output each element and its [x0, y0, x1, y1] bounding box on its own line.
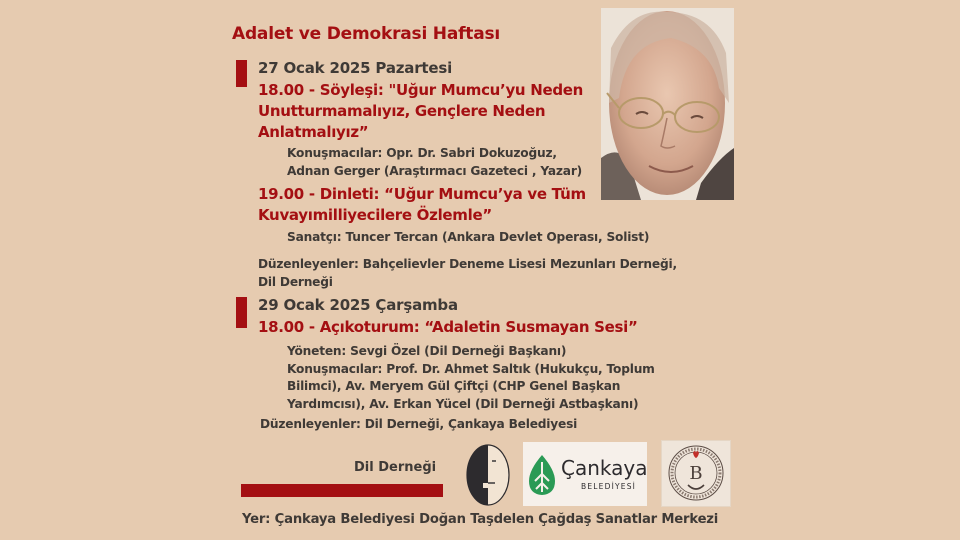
speakers-line: Bilimci), Av. Meryem Gül Çiftçi (CHP Genel Başkan: [287, 379, 621, 393]
portrait-illustration: [601, 8, 734, 200]
day-2-event-1-details: [287, 343, 695, 413]
poster-title: Adalet ve Demokrasi Haftası: [232, 24, 501, 44]
school-seal-logo: [661, 440, 731, 507]
day-1-event-2-heading: [258, 184, 618, 226]
organizers-line: Düzenleyenler: Bahçelievler Deneme Lisesi Mezunları Derneği,: [258, 257, 677, 271]
speakers-line: Konuşmacılar: Opr. Dr. Sabri Dokuzoğuz,: [287, 146, 557, 160]
cankaya-belediyesi-logo: [523, 442, 647, 506]
event-heading-line: 19.00 - Dinleti: “Uğur Mumcu’ya ve Tüm: [258, 185, 586, 203]
dil-dernegi-logo: [464, 443, 512, 507]
cankaya-sub: BELEDİYESİ: [581, 482, 637, 491]
day-1-organizers: [258, 255, 677, 291]
event-heading-line: 18.00 - Söyleşi: "Uğur Mumcu’yu Neden: [258, 81, 584, 99]
seal-icon: [662, 441, 730, 506]
speakers-line: Yardımcısı), Av. Erkan Yücel (Dil Derneği Astbaşkanı): [287, 396, 639, 411]
speakers-line: Adnan Gerger (Araştırmacı Gazeteci , Yazar): [287, 163, 582, 178]
cankaya-name: Çankaya: [561, 456, 648, 480]
portrait-photo: [601, 8, 734, 200]
day-1-accent-bar: [236, 60, 247, 87]
dil-dernegi-label: Dil Derneği: [354, 460, 437, 475]
day-1-event-1-heading: [258, 80, 618, 143]
day-2-event-1-heading: 18.00 - Açıkoturum: “Adaletin Susmayan Sesi”: [258, 318, 638, 336]
event-heading-line: Unutturmamalıyız, Gençlere Neden: [258, 102, 546, 120]
face-profile-icon: [464, 443, 512, 507]
day-2-accent-bar: [236, 297, 247, 328]
speakers-line: Konuşmacılar: Prof. Dr. Ahmet Saltık (Hukukçu, Toplum: [287, 361, 655, 376]
event-heading-line: Kuvayımilliyecilere Özlemle”: [258, 206, 492, 224]
venue-text: Yer: Çankaya Belediyesi Doğan Taşdelen Çağdaş Sanatlar Merkezi: [242, 512, 719, 527]
day-2-date: 29 Ocak 2025 Çarşamba: [258, 296, 458, 314]
red-divider-bar: [241, 484, 443, 497]
day-1-event-1-speakers: [287, 145, 607, 180]
moderator-line: Yöneten: Sevgi Özel (Dil Derneği Başkanı): [287, 344, 567, 358]
svg-text:B: B: [689, 463, 703, 484]
day-2-organizers: Düzenleyenler: Dil Derneği, Çankaya Belediyesi: [260, 417, 578, 431]
leaf-icon: [527, 454, 557, 496]
event-heading-line: Anlatmalıyız”: [258, 123, 369, 141]
organizers-line: Dil Derneği: [258, 275, 333, 289]
day-1-event-2-artist: Sanatçı: Tuncer Tercan (Ankara Devlet Operası, Solist): [287, 230, 650, 244]
day-1-date: 27 Ocak 2025 Pazartesi: [258, 59, 453, 77]
